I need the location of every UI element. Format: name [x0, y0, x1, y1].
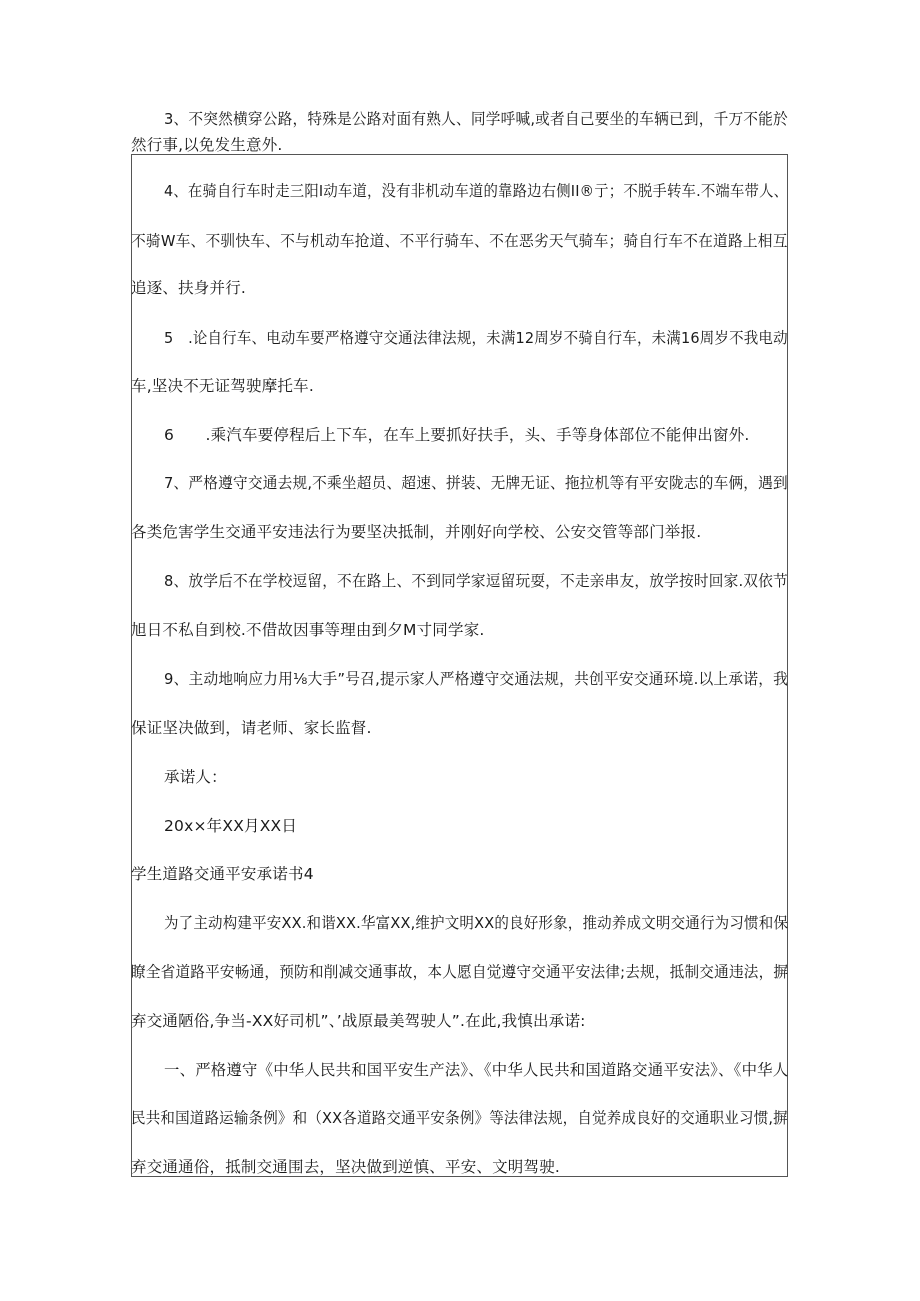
- text-line: 追逐、扶身并行.: [131, 279, 247, 297]
- text-line: 不骑W车、不驯快车、不与机动车抢道、不平行骑车、不在恶劣天气骑车；骑自行车不在道路上相互: [131, 232, 788, 250]
- text-line: 民共和国道路运输条例》和（XX各道路交通平安条例》等法律法规，自觉养成良好的交通职业习惯,摒: [131, 1109, 788, 1127]
- section-title: 学生道路交通平安承诺书4: [131, 865, 314, 883]
- text-line: 为了主动构建平安XX.和谐XX.华富XX,维护文明XX的良好形象，推动养成文明交通行为习惯和保: [164, 914, 789, 932]
- text-line: 7、严格遵守交通去规,不乘坐超员、超速、拼装、无牌无证、拖拉机等有平安陇志的车俩，遇到: [164, 474, 788, 492]
- text-line: 旭日不私自到校.不借故因事等理由到夕M寸同学家.: [131, 621, 485, 639]
- text-line: 弃交通通俗，抵制交通围去，坚决做到逆慎、平安、文明驾驶.: [131, 1158, 561, 1176]
- text-line: 6 .乘汽车要停程后上下车，在车上要抓好扶手，头、手等身体部位不能伸出窗外.: [164, 426, 750, 444]
- text-line: 5 .论自行车、电动车要严格遵守交通法律法规，未满12周岁不骑自行车，未满16周岁不我电动: [164, 329, 788, 347]
- text-line: 9、主动地响应力用⅛大手”号召,提示家人严格遵守交通法规，共创平安交通环境.以上承诺，我: [164, 670, 789, 688]
- text-line: 8、放学后不在学校逗留，不在路上、不到同学家逗留玩耍，不走亲串友，放学按时回家.双依节: [164, 572, 788, 590]
- text-line: 车,坚决不无证驾驶摩托车.: [131, 377, 314, 395]
- text-line: 3、不突然横穿公路，特殊是公路对面有熟人、同学呼喊,或者自己要坐的车辆已到，千万不能於: [164, 110, 788, 128]
- text-line: 保证坚决做到，请老师、家长监督.: [131, 719, 372, 737]
- text-line: 4、在骑自行车时走三阳I动车道，没有非机动车道的靠路边右侧II®亍；不脱手转车.不端车带人、: [164, 182, 789, 200]
- text-line: 一、严格遵守《中华人民共和国平安生产法》、《中华人民共和国道路交通平安法》、《中华人: [164, 1061, 789, 1079]
- text-line: 然行事,以免发生意外.: [131, 136, 283, 154]
- text-line: 瞭全省道路平安畅通，预防和削减交通事故，本人愿自觉遵守交通平安法律;去规，抵制交通违法，摒: [131, 963, 789, 981]
- signatory-label: 承诺人：: [164, 768, 227, 786]
- text-line: 弃交通陋俗,争当-XX好司机”、’战原最美驾驶人”.在此,我慎出承诺:: [131, 1012, 586, 1030]
- date-line: 20x×年XX月XX日: [164, 817, 298, 835]
- text-line: 各类危害学生交通平安违法行为要坚决抵制，并刚好向学校、公安交管等部门举报.: [131, 523, 702, 541]
